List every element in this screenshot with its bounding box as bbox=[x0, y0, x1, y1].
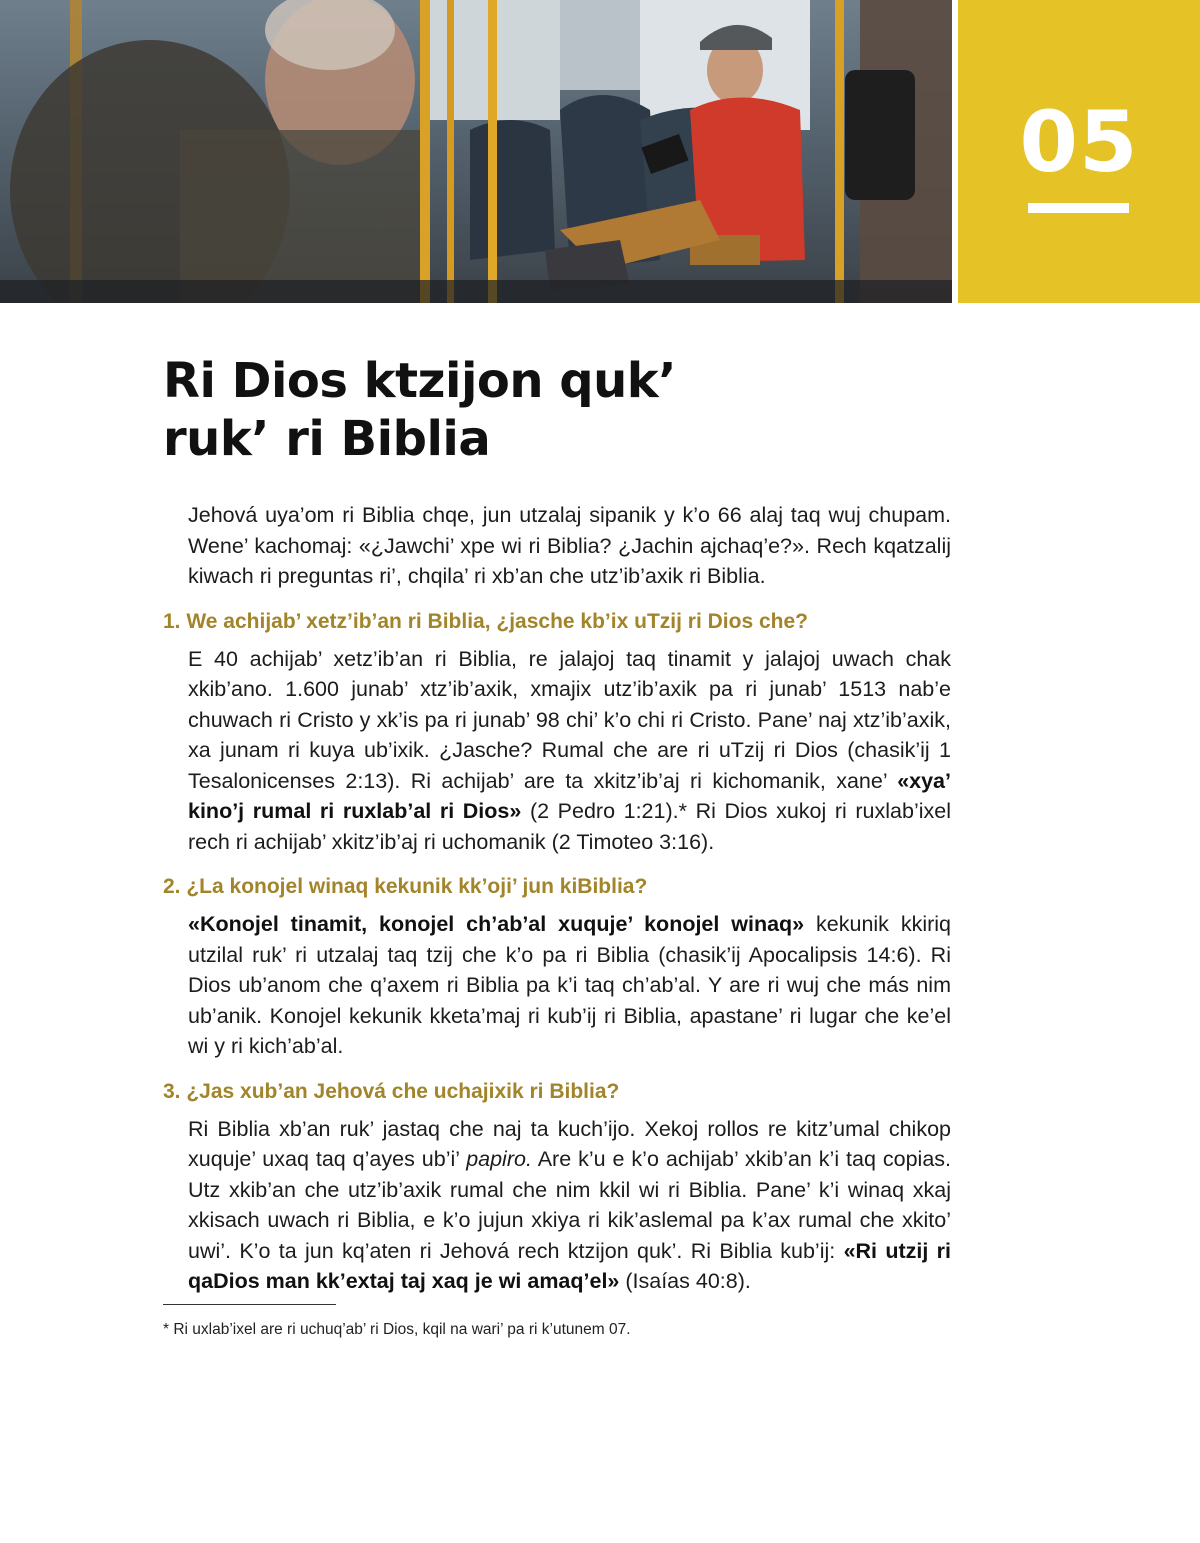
answer-1 bbox=[188, 644, 951, 858]
footnote-divider bbox=[163, 1304, 336, 1305]
question-1: 1. We achijab’ xetz’ib’an ri Biblia, ¿jasche kb’ix uTzij ri Dios che? bbox=[163, 609, 808, 633]
footnote: * Ri uxlab’ixel are ri uchuq’ab’ ri Dios, kqil na wari’ pa ri k’utunem 07. bbox=[163, 1321, 631, 1338]
lesson-badge bbox=[958, 0, 1200, 303]
question-3: 3. ¿Jas xub’an Jehová che uchajixik ri Biblia? bbox=[163, 1079, 620, 1103]
intro-paragraph: Jehová uya’om ri Biblia chqe, jun utzalaj sipanik y k’o 66 alaj taq wuj chupam. Wene’ kachomaj: «¿Jawchi’ xpe wi ri Biblia? ¿Jachin ajchaq’e?». Rech kqatzalij kiwach ri preguntas ri’, chqila’ ri xb’an che utz’ib’axik ri Biblia. bbox=[188, 503, 951, 588]
answer-1-quote: «xya’ kino’j rumal ri ruxlab’al ri Dios» bbox=[188, 768, 951, 823]
answer-2 bbox=[188, 909, 951, 1062]
answer-3-italic: papiro. bbox=[466, 1147, 532, 1171]
question-2: 2. ¿La konojel winaq kekunik kk’oji’ jun kiBiblia? bbox=[163, 875, 648, 898]
answer-3-text-middle: Are k’u e k’o achijab’ xkib’an k’i taq copias. Utz xkib’an che utz’ib’axik rumal che nim kkil wi ri Biblia. Pane’ k’i winaq xkaj xkisach uwach ri Biblia, e k’o jujun xkiya ri kik’aslemal pa k’ax rumal che xkito’ uwi’. K’o ta jun kq’aten ri Jehová rech ktzijon quk’. Ri Biblia kub’ij: bbox=[188, 1147, 952, 1263]
bus-scene-illustration bbox=[0, 0, 952, 303]
answer-3 bbox=[188, 1114, 951, 1297]
badge-underline bbox=[1028, 203, 1129, 213]
title-line-2: ruk’ ri Biblia bbox=[163, 411, 491, 467]
page-title bbox=[163, 352, 863, 468]
answer-3-quote: «Ri utzij ri qaDios man kk’extaj taj xaq je wi amaq’el» bbox=[188, 1238, 951, 1293]
lesson-body bbox=[163, 500, 951, 1297]
lesson-number: 05 bbox=[1019, 93, 1139, 191]
answer-3-text-end: (Isaías 40:8). bbox=[619, 1269, 751, 1293]
title-line-1: Ri Dios ktzijon quk’ bbox=[163, 353, 676, 409]
answer-2-quote: «Konojel tinamit, konojel ch’ab’al xuquje’ konojel winaq» bbox=[188, 912, 805, 936]
header-photo bbox=[0, 0, 952, 303]
answer-1-text: E 40 achijab’ xetz’ib’an ri Biblia, re jalajoj taq tinamit y jalajoj uwach chak xkib’ano. 1.600 junab’ xtz’ib’axik, xmajix utz’ib’axik pa ri junab’ 1513 nab’e chuwach ri Cristo y xk’is pa ri junab’ 98 chi’ k’o chi ri Cristo. Pane’ naj xtz’ib’axik, xa junam ri kuya ub’ixik. ¿Jasche? Rumal che are ri uTzij ri Dios (chasik’ij 1 Tesalonicenses 2:13). Ri achijab’ are ta xkitz’ib’aj ri kichomanik, xane’ bbox=[188, 646, 951, 793]
answer-1-text-end: (2 Pedro 1:21).* Ri Dios xukoj ri ruxlab’ixel rech ri achijab’ xkitz’ib’aj ri uchomanik (2 Timoteo 3:16). bbox=[188, 799, 951, 854]
answer-3-text: Ri Biblia xb’an ruk’ jastaq che naj ta kuch’ijo. Xekoj rollos re kitz’umal chikop xuquje’ uxaq taq q’ayes ub’i’ bbox=[188, 1116, 951, 1171]
answer-2-text-end: kekunik kkiriq utzilal ruk’ ri utzalaj taq tzij che k’o pa ri Biblia (chasik’ij Apocalipsis 14:6). Ri Dios ub’anom che q’axem ri Biblia pa k’i taq ch’ab’al. Y are ri wuj che más nim ub’anik. Konojel kekunik kketa’maj ri kub’ij ri Biblia, apastane’ ri lugar che ke’el wi y ri kich’ab’al. bbox=[188, 912, 951, 1058]
